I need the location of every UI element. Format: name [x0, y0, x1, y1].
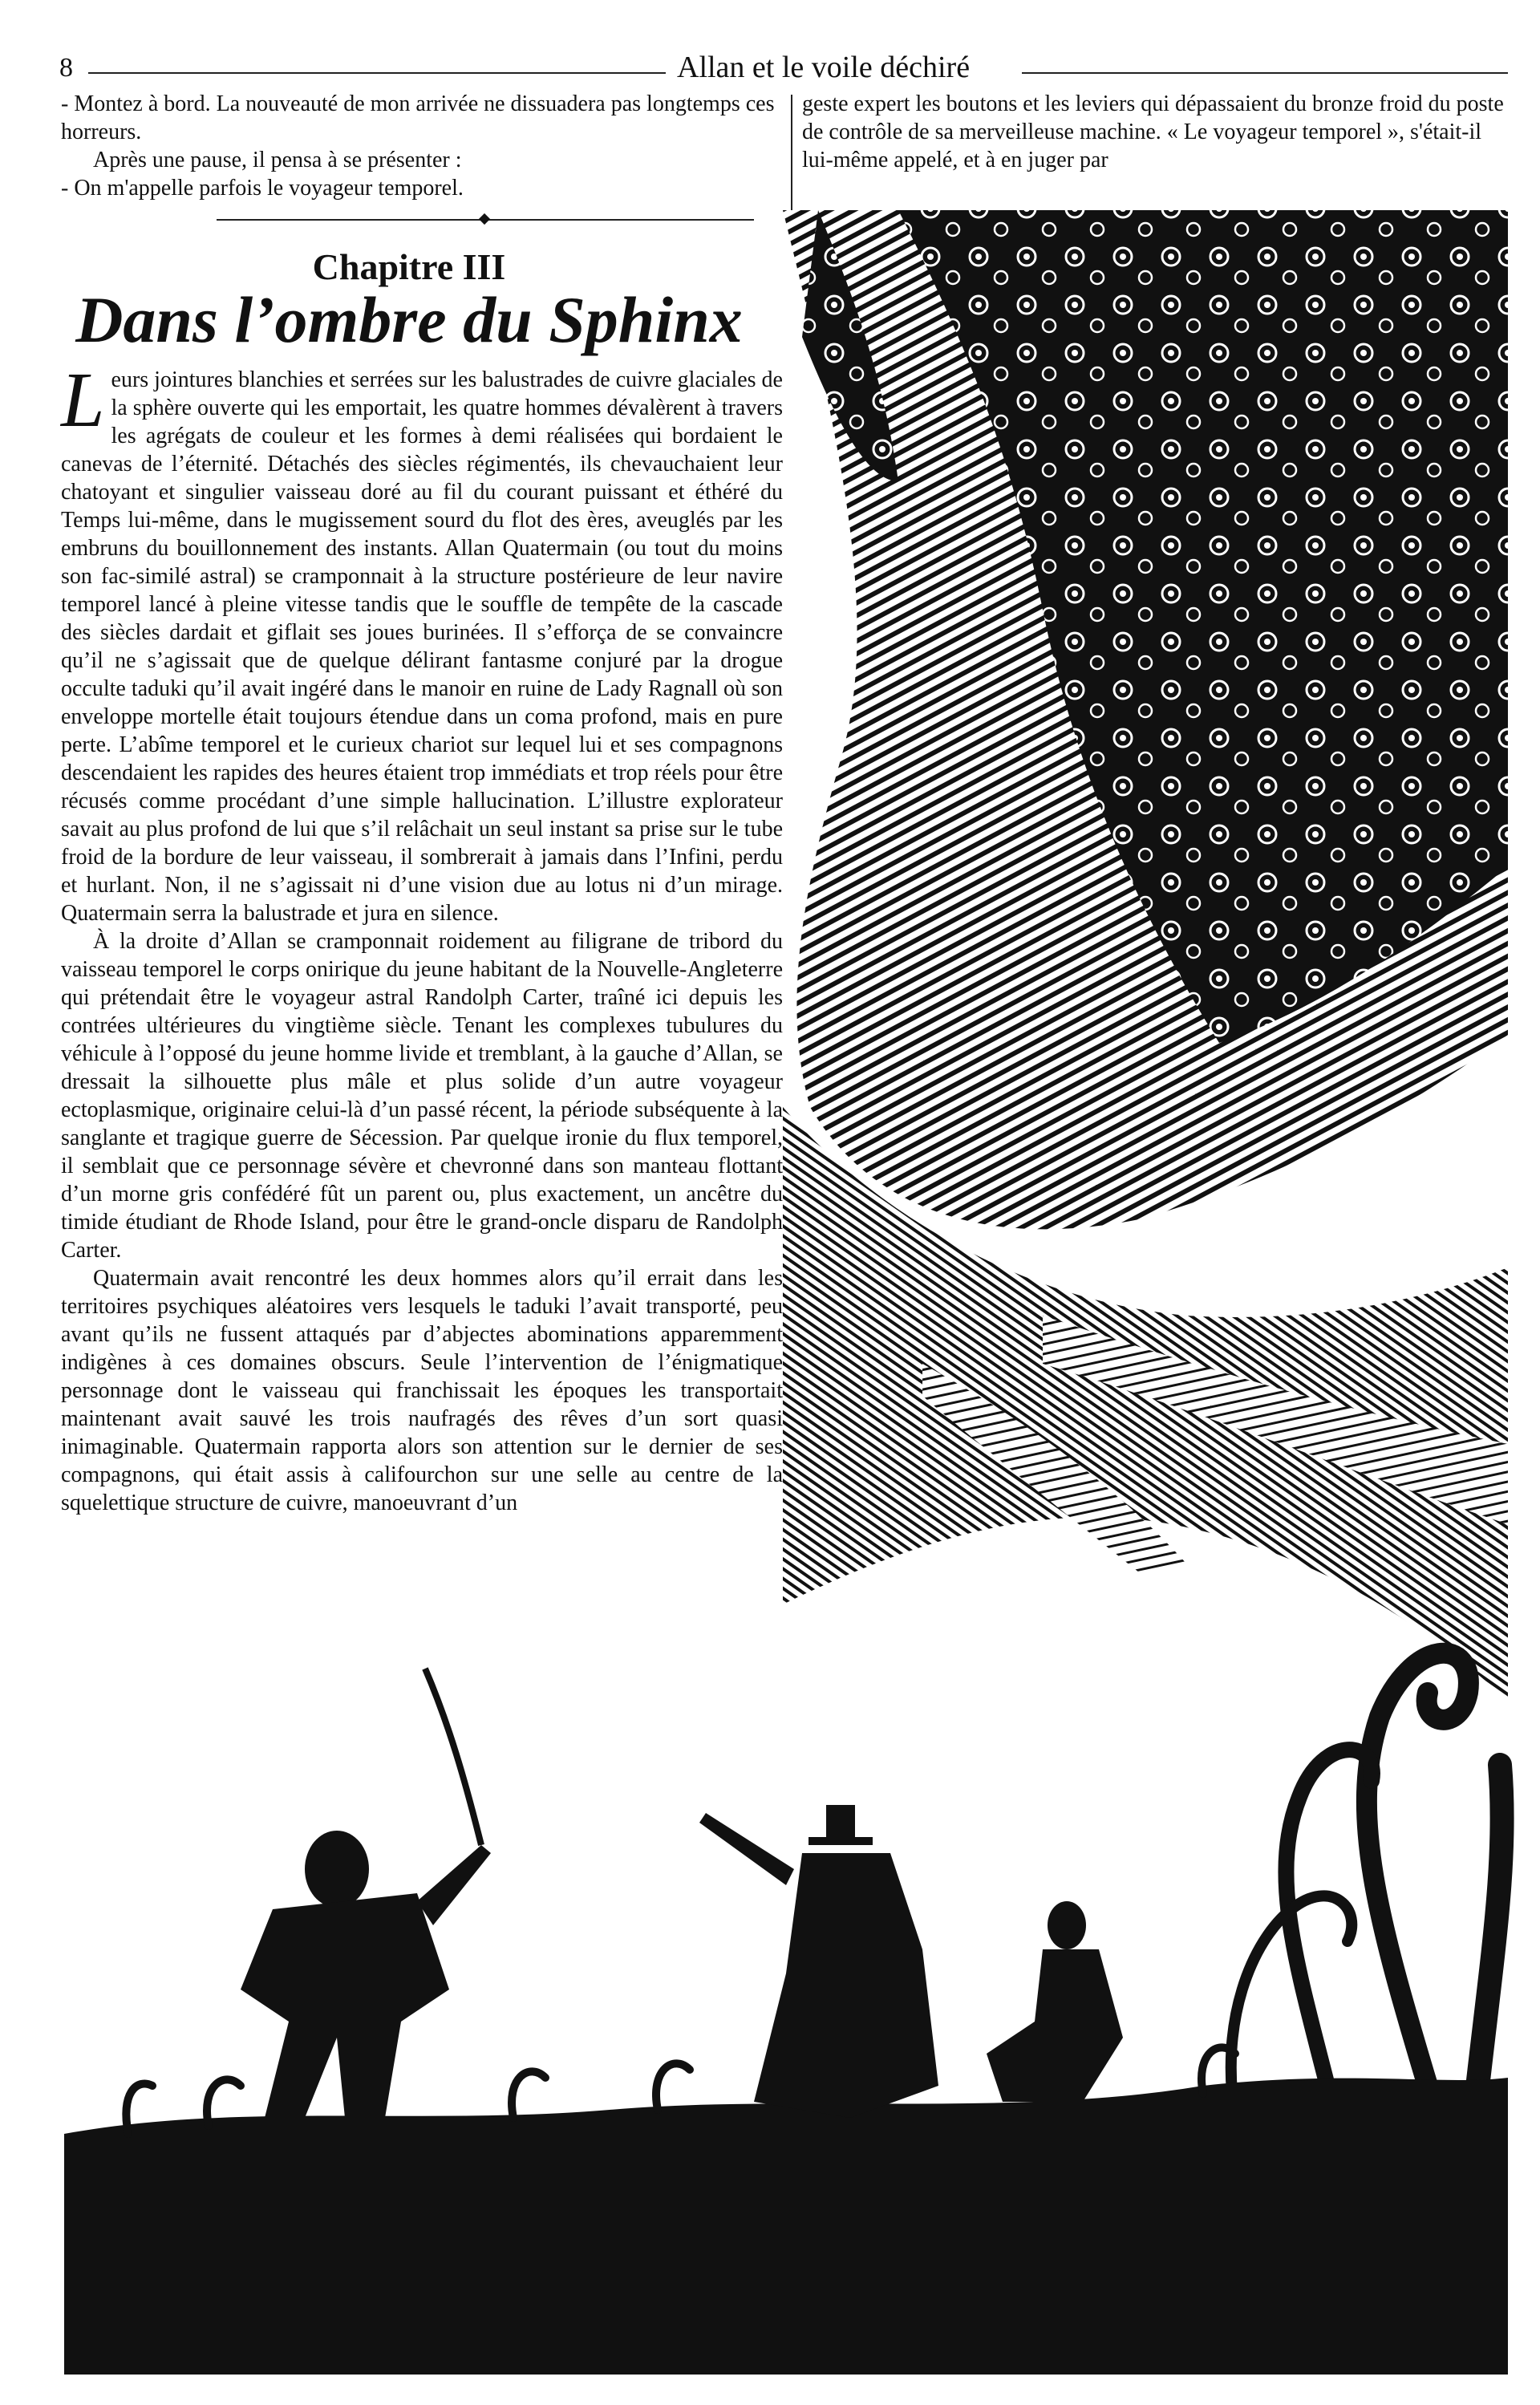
swordsman-silhouette [241, 1669, 491, 2118]
crouching-man-silhouette [987, 1901, 1123, 2102]
chapter-title: Dans l’ombre du Sphinx [75, 283, 743, 356]
drop-cap: L [61, 357, 105, 444]
top-right-paragraph: geste expert les boutons et les leviers qui dépassaient du bronze froid du poste de contrôle de sa merveilleuse machine. « Le voyageur temporel », s'était-il lui-même appelé, et à en juger par [802, 91, 1504, 172]
top-left-line: - On m'appelle parfois le voyageur temporel. [61, 176, 464, 201]
chapter-label: Chapitre III [312, 246, 506, 287]
running-title: Allan et le voile déchiré [677, 51, 971, 84]
body-paragraph: Quatermain avait rencontré les deux hommes alors qu’il errait dans les territoires psychiques aléatoires vers lesquels le taduki l’avait transporté, peu avant qu’ils ne fussent attaqués par d’abjectes abominations apparemment indigènes à ces domaines obscurs. Seule l’intervention de l’énigmatique personnage dont le vaisseau qui franchissait les époques les transportait maintenant avait sauvé les trois naufragés des rêves d’un sort quasi inimaginable. Quatermain rapporta alors son attention sur le dernier de ses compagnons, qui était assis à califourchon sur une selle au centre de la squelettique structure de cuivre, manoeuvrant d’un [61, 1266, 783, 1515]
body-paragraph-text: eurs jointures blanchies et serrées sur les balustrades de cuivre glaciales de la sphère ouverte qui les emportait, les quatre hommes dévalèrent à travers les agrégats de couleur et les formes à demi réalisées qui bordaient le canevas de l’éternité. Détachés des siècles régimentés, ils chevauchaient leur chatoyant et singulier vaisseau doré au fil du courant puissant et éthéré du Temps lui-même, dans le mugissement sourd du flot des ères, aveuglés par les embruns du bouillonnement des instants. Allan Quatermain (ou tout du moins son fac-similé astral) se cramponnait à la structure postérieure de leur navire temporel lancé à pleine vitesse tandis que le souffle de tempête de la cascade des siècles dardait et giflait ses joues burinées. Il s’efforça de se convaincre qu’il ne s’agissait que de quelque délirant fantasme conjuré par la drogue occulte taduki qu’il avait ingéré dans le manoir en ruine de Lady Ragnall où son enveloppe mortelle était toujours étendue dans un coma profond, mais en pure perte. L’abîme temporel et le curieux chariot sur lequel lui et ses compagnons descendaient les rapides des heures étaient trop immédiats et trop réels pour être récusés comme procédant d’une simple hallucination. L’illustre explorateur savait au plus profond de lui que s’il relâchait un seul instant sa prise sur le tube froid de la bordure de leur vaisseau, il sombrerait à jamais dans l’Infini, perdu et hurlant. Non, il ne s’agissait ni d’une vision due au lotus ni d’un mirage. Quatermain serra la balustrade et jura en silence. [61, 367, 783, 926]
top-left-line: - Montez à bord. La nouveauté de mon arrivée ne dissuadera pas longtemps ces horreurs. [61, 91, 775, 144]
ground-silhouette [64, 2078, 1508, 2375]
hatted-man-silhouette [699, 1805, 938, 2118]
top-left-line: Après une pause, il pensa à se présenter : [93, 148, 462, 172]
tentacles [1231, 1653, 1502, 2118]
page-number: 8 [59, 53, 73, 83]
body-paragraph: À la droite d’Allan se cramponnait roidement au filigrane de tribord du vaisseau temporel le corps onirique du jeune habitant de la Nouvelle-Angleterre qui prétendait être le voyageur astral Randolph Carter, traîné ici depuis les contrées ultérieures du vingtième siècle. Tenant les complexes tubulures du véhicule à l’opposé du jeune homme livide et tremblant, à la gauche d’Allan, se dressait la silhouette plus mâle et plus solide d’un autre voyageur ectoplasmique, originaire celui-là d’un passé récent, la période subséquente à la sanglante et tragique guerre de Sécession. Par quelque ironie du flux temporel, il semblait que ce personnage sévère et chevronné dans son manteau flottant d’un morne gris confédéré fût un parent ou, plus exactement, un ancêtre du timide étudiant de Rhode Island, pour être le grand-oncle disparu de Randolph Carter. [61, 929, 783, 1263]
